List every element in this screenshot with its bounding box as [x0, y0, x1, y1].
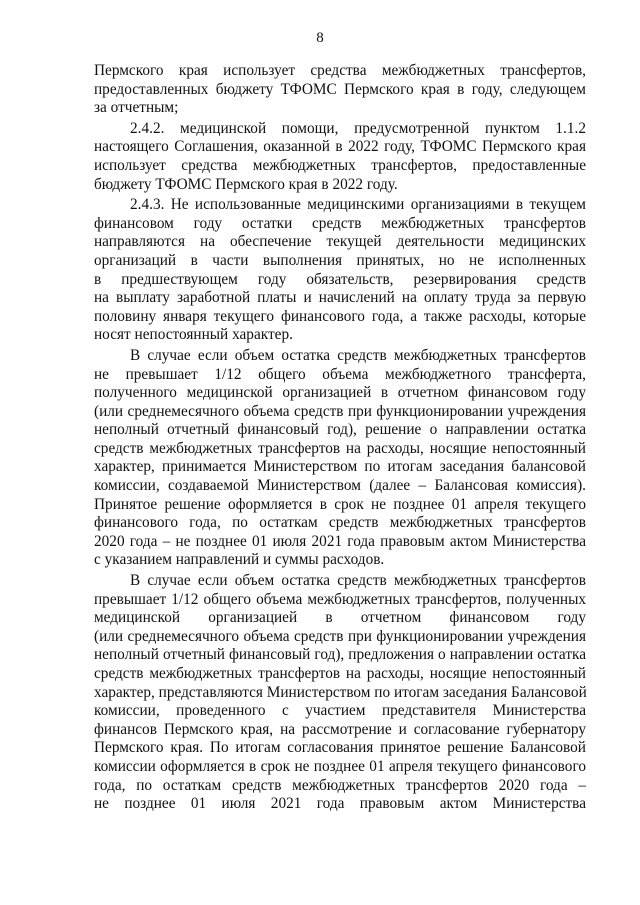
text-line: года, по остаткам средств межбюджетных трансфертов 2020 года –: [94, 776, 586, 794]
text-line: В случае если объем остатка средств межбюджетных трансфертов: [130, 572, 586, 590]
text-line: с указанием направлений и суммы расходов.: [94, 551, 385, 569]
text-line: не позднее 01 июля 2021 года правовым актом Министерства: [94, 795, 586, 813]
text-line: превышает 1/12 общего объема межбюджетных трансфертов, полученных: [94, 590, 586, 608]
paragraph-p5: [94, 572, 586, 814]
text-line: в предшествующем году обязательств, резервирования средств: [94, 270, 586, 288]
text-line: не превышает 1/12 общего объема межбюджетного трансферта,: [94, 365, 586, 383]
document-body: [94, 62, 586, 814]
text-line: финансов Пермского края, на рассмотрение и согласование губернатору: [94, 720, 586, 738]
page-number: 8: [316, 30, 324, 46]
text-line: медицинской организацией в отчетном финансовом году: [94, 609, 586, 627]
text-line: использует средства межбюджетных трансфертов, предоставленные: [94, 156, 586, 174]
text-line: неполный отчетный финансовый год), предложения о направлении остатка: [94, 646, 586, 664]
text-line: Принятое решение оформляется в срок не позднее 01 апреля текущего: [94, 495, 586, 513]
text-line: (или среднемесячного объема средств при функционировании учреждения: [94, 402, 586, 420]
paragraph-p4: [94, 347, 586, 570]
text-line: полученного медицинской организацией в отчетном финансовом году: [94, 384, 586, 402]
text-line: средств межбюджетных трансфертов на расходы, носящие непостоянный: [94, 439, 586, 457]
text-line: на выплату заработной платы и начислений на оплату труда за первую: [94, 289, 586, 307]
text-line: комиссии, проведенного с участием представителя Министерства: [94, 702, 586, 720]
text-line: характер, принимается Министерством по итогам заседания балансовой: [94, 458, 586, 476]
paragraph-p1: [94, 62, 586, 118]
text-line: комиссии оформляется в срок не позднее 01 апреля текущего финансового: [94, 757, 586, 775]
text-line: половину января текущего финансового года, а также расходы, которые: [94, 307, 586, 325]
text-line: Пермского края. По итогам согласования принятое решение Балансовой: [94, 739, 586, 757]
text-line: организаций в части выполнения принятых, но не исполненных: [94, 251, 586, 269]
text-line: предоставленных бюджету ТФОМС Пермского края в году, следующем: [94, 80, 586, 98]
text-line: финансовом году остатки средств межбюджетных трансфертов: [94, 214, 586, 232]
text-line: В случае если объем остатка средств межбюджетных трансфертов: [130, 346, 586, 364]
text-line: (или среднемесячного объема средств при функционировании учреждения: [94, 627, 586, 645]
text-line: 2020 года – не позднее 01 июля 2021 года правовым актом Министерства: [94, 532, 586, 550]
text-line: за отчетным;: [94, 99, 179, 117]
text-line: неполный отчетный финансовый год), решение о направлении остатка: [94, 421, 586, 439]
text-line: 2.4.3. Не использованные медицинскими организациями в текущем: [130, 196, 586, 214]
text-line: бюджету ТФОМС Пермского края в 2022 году.: [94, 175, 398, 193]
paragraph-p3: [94, 196, 586, 345]
text-line: средств межбюджетных трансфертов на расходы, носящие непостоянный: [94, 665, 586, 682]
text-line: 2.4.2. медицинской помощи, предусмотренной пунктом 1.1.2: [130, 119, 586, 137]
text-line: настоящего Соглашения, оказанной в 2022 году, ТФОМС Пермского края: [94, 138, 586, 156]
text-line: характер, представляются Министерством по итогам заседания Балансовой: [94, 683, 587, 701]
text-line: комиссии, создаваемой Министерством (далее – Балансовая комиссия).: [94, 477, 586, 495]
text-line: носят непостоянный характер.: [94, 326, 293, 344]
text-line: направляются на обеспечение текущей деятельности медицинских: [94, 233, 586, 251]
paragraph-p2: [94, 120, 586, 194]
text-line: Пермского края использует средства межбюджетных трансфертов,: [94, 62, 586, 79]
text-line: финансового года, по остаткам средств межбюджетных трансфертов: [94, 514, 586, 532]
